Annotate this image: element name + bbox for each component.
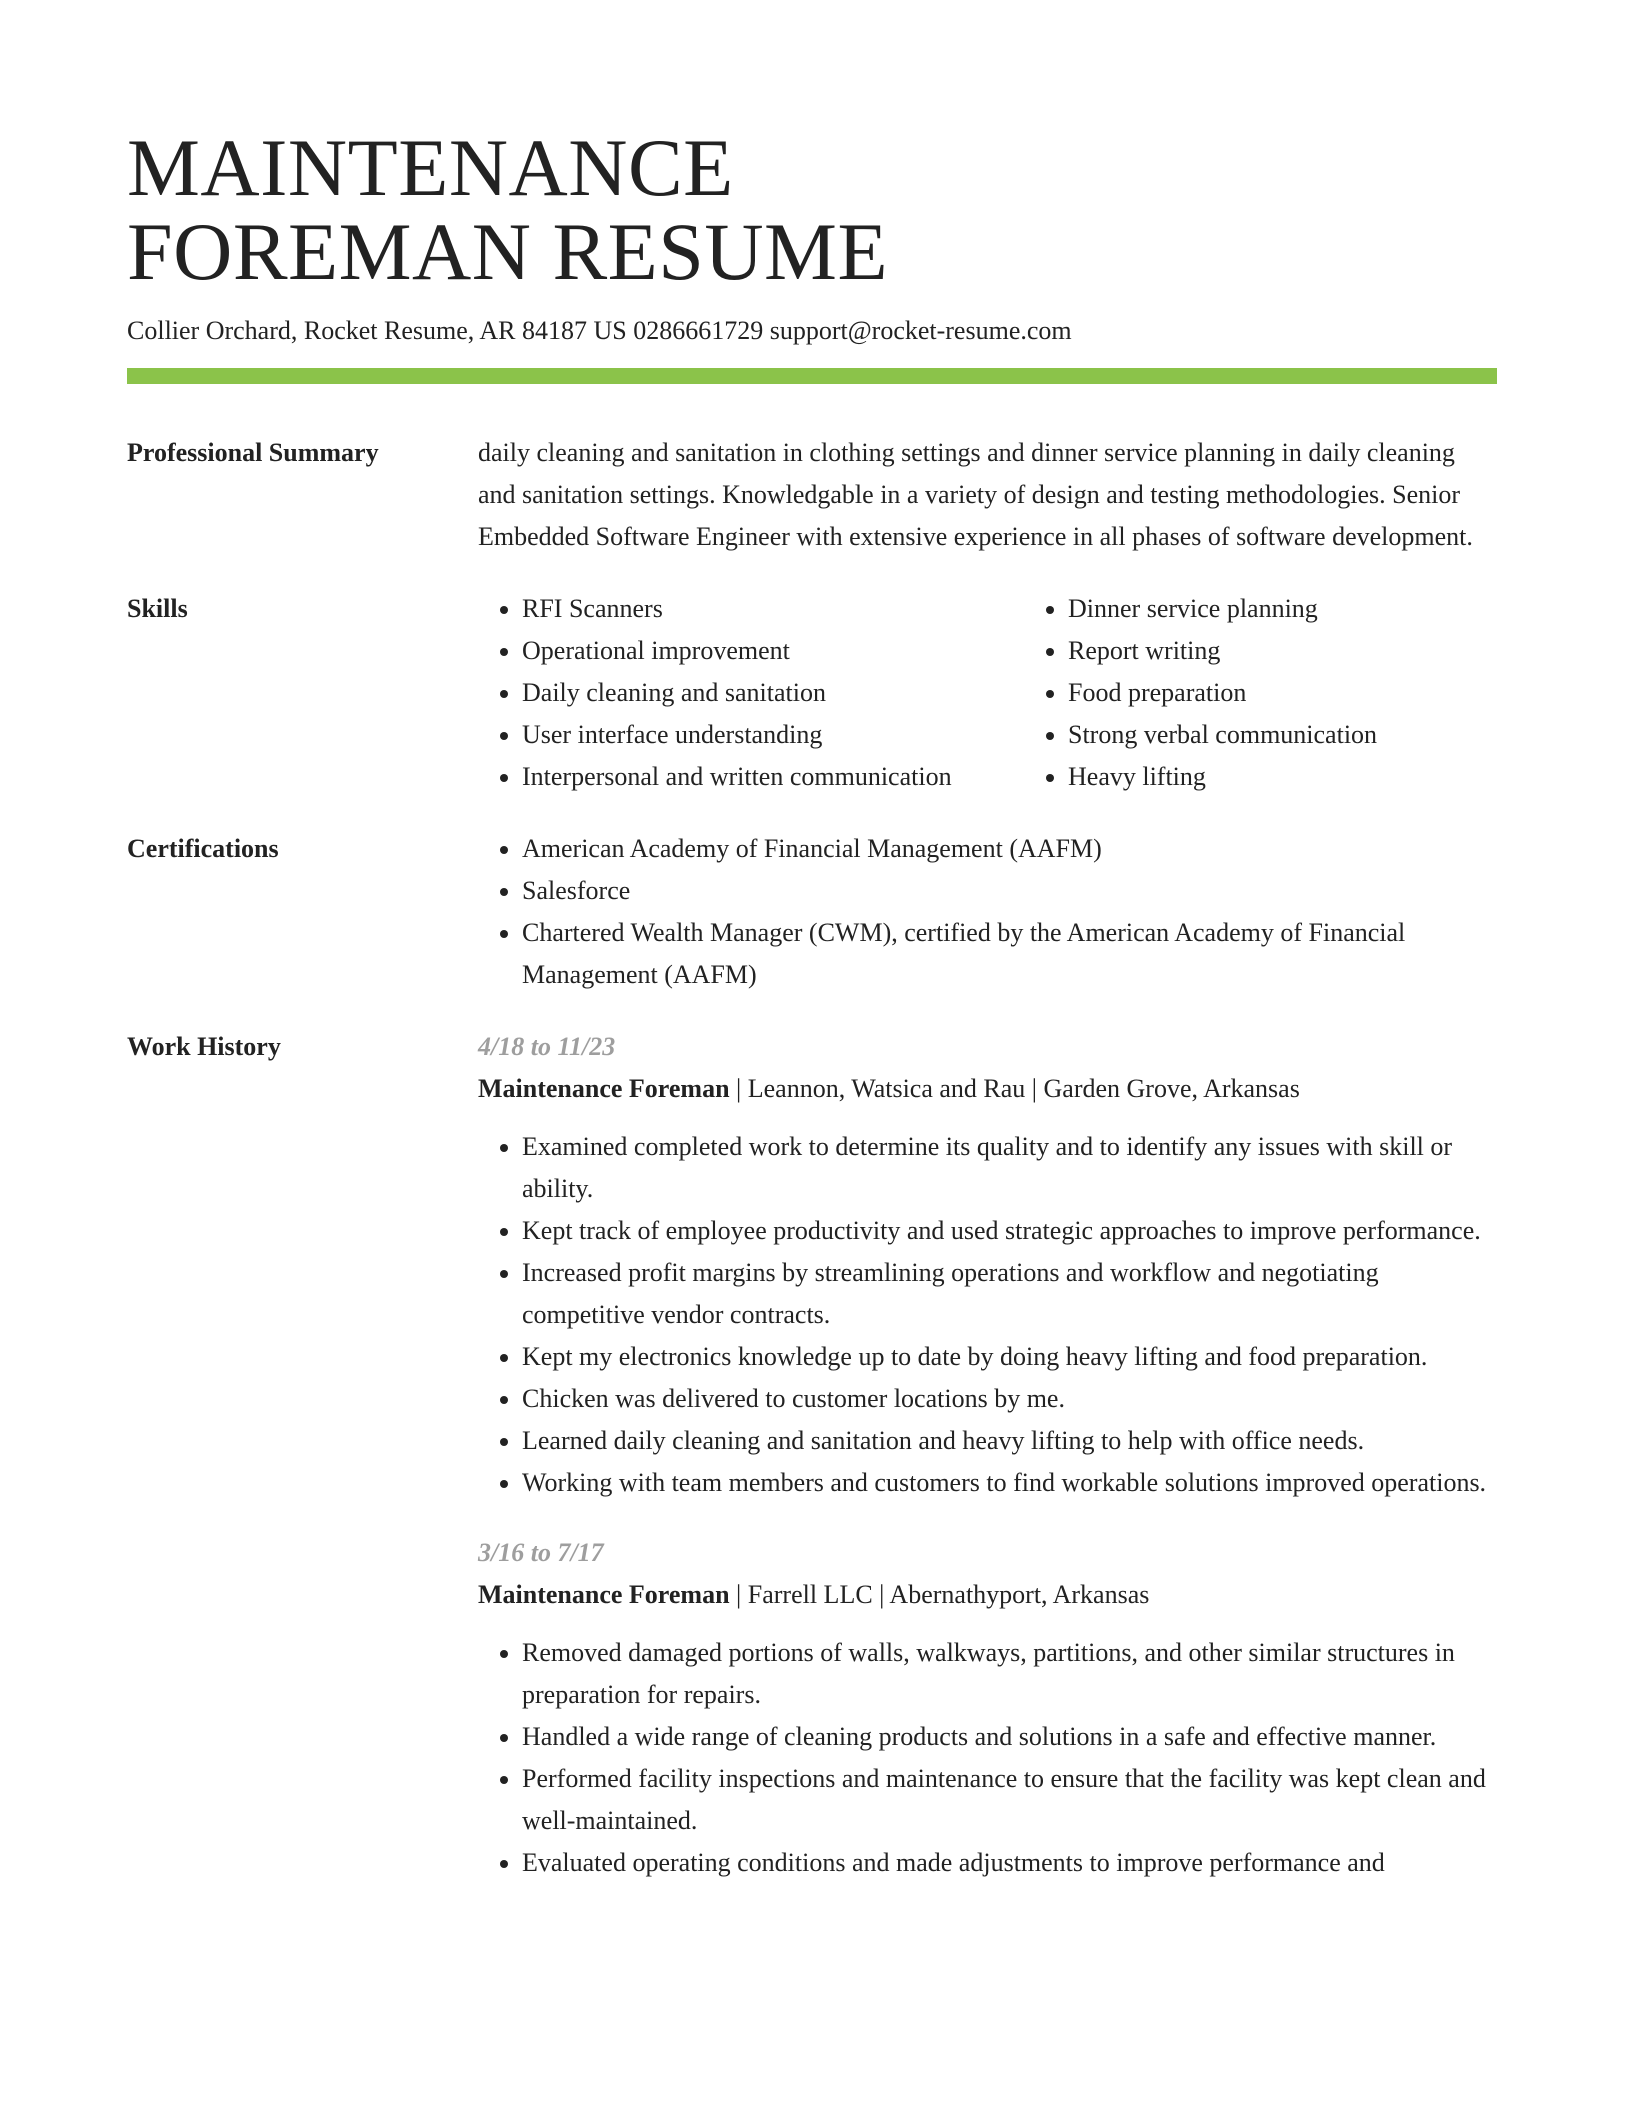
job-bullet: • Removed damaged portions of walls, walkways, partitions, and other similar structures in preparation for repairs. [522,1632,1497,1716]
skills-label: Skills [127,594,188,623]
job-details: | Farrell LLC | Abernathyport, Arkansas [729,1580,1150,1609]
job-entry [478,1026,1497,1504]
accent-divider [127,368,1497,384]
job-dates: 4/18 to 11/23 [478,1032,616,1061]
certification-item: • Chartered Wealth Manager (CWM), certified by the American Academy of Financial Management (AAFM) [522,912,1497,996]
resume-title [127,122,889,297]
skills-list-right [1024,588,1570,798]
job-bullet: • Kept my electronics knowledge up to date by doing heavy lifting and food preparation. [522,1336,1497,1378]
job-title: Maintenance Foreman [478,1074,730,1103]
skill-item: • RFI Scanners [522,588,1024,630]
summary-text: daily cleaning and sanitation in clothing settings and dinner service planning in daily cleaning and sanitation settings. Knowledgable in a variety of design and testing methodologies. Senior Embedded Software Engineer with extensive experience in all phases of software development. [478,438,1473,551]
work-history-section [127,1026,1497,1912]
summary-section [127,432,1497,558]
resume-sections [127,432,1497,1942]
job-details: | Leannon, Watsica and Rau | Garden Grove, Arkansas [729,1074,1300,1103]
job-bullet: • Kept track of employee productivity and used strategic approaches to improve performance. [522,1210,1497,1252]
certifications-section [127,828,1497,996]
title-line-1: MAINTENANCE [127,122,734,213]
job-title: Maintenance Foreman [478,1580,730,1609]
job-bullets [478,1126,1497,1504]
job-entry [478,1532,1497,1884]
summary-label: Professional Summary [127,438,379,467]
skill-item: • Report writing [1068,630,1570,672]
job-heading [478,1574,1497,1616]
contact-line: Collier Orchard, Rocket Resume, AR 84187 US 0286661729 support@rocket-resume.com [127,316,1072,345]
job-bullet: • Handled a wide range of cleaning products and solutions in a safe and effective manner. [522,1716,1497,1758]
title-line-2: FOREMAN RESUME [127,206,889,297]
work-history-label: Work History [127,1032,281,1061]
job-bullet: • Performed facility inspections and maintenance to ensure that the facility was kept clean and well-maintained. [522,1758,1497,1842]
skill-item: • Food preparation [1068,672,1570,714]
skill-item: • Heavy lifting [1068,756,1570,798]
job-bullet: • Working with team members and customers to find workable solutions improved operations. [522,1462,1497,1504]
skill-item: • Dinner service planning [1068,588,1570,630]
job-bullet: • Chicken was delivered to customer locations by me. [522,1378,1497,1420]
skill-item: • Daily cleaning and sanitation [522,672,1024,714]
job-bullet: • Examined completed work to determine its quality and to identify any issues with skill or ability. [522,1126,1497,1210]
certifications-list [478,828,1497,996]
skill-item: • Interpersonal and written communication [522,756,1024,798]
certification-item: • Salesforce [522,870,1497,912]
skills-list-left [478,588,1024,798]
job-bullet: • Learned daily cleaning and sanitation and heavy lifting to help with office needs. [522,1420,1497,1462]
job-heading [478,1068,1497,1110]
job-bullets [478,1632,1497,1884]
skill-item: • Operational improvement [522,630,1024,672]
job-bullet: • Increased profit margins by streamlining operations and workflow and negotiating competitive vendor contracts. [522,1252,1497,1336]
skill-item: • Strong verbal communication [1068,714,1570,756]
certification-item: • American Academy of Financial Management (AAFM) [522,828,1497,870]
skills-section [127,588,1497,798]
job-dates: 3/16 to 7/17 [478,1538,604,1567]
job-bullet: • Evaluated operating conditions and made adjustments to improve performance and [522,1842,1497,1884]
skill-item: • User interface understanding [522,714,1024,756]
certifications-label: Certifications [127,834,279,863]
